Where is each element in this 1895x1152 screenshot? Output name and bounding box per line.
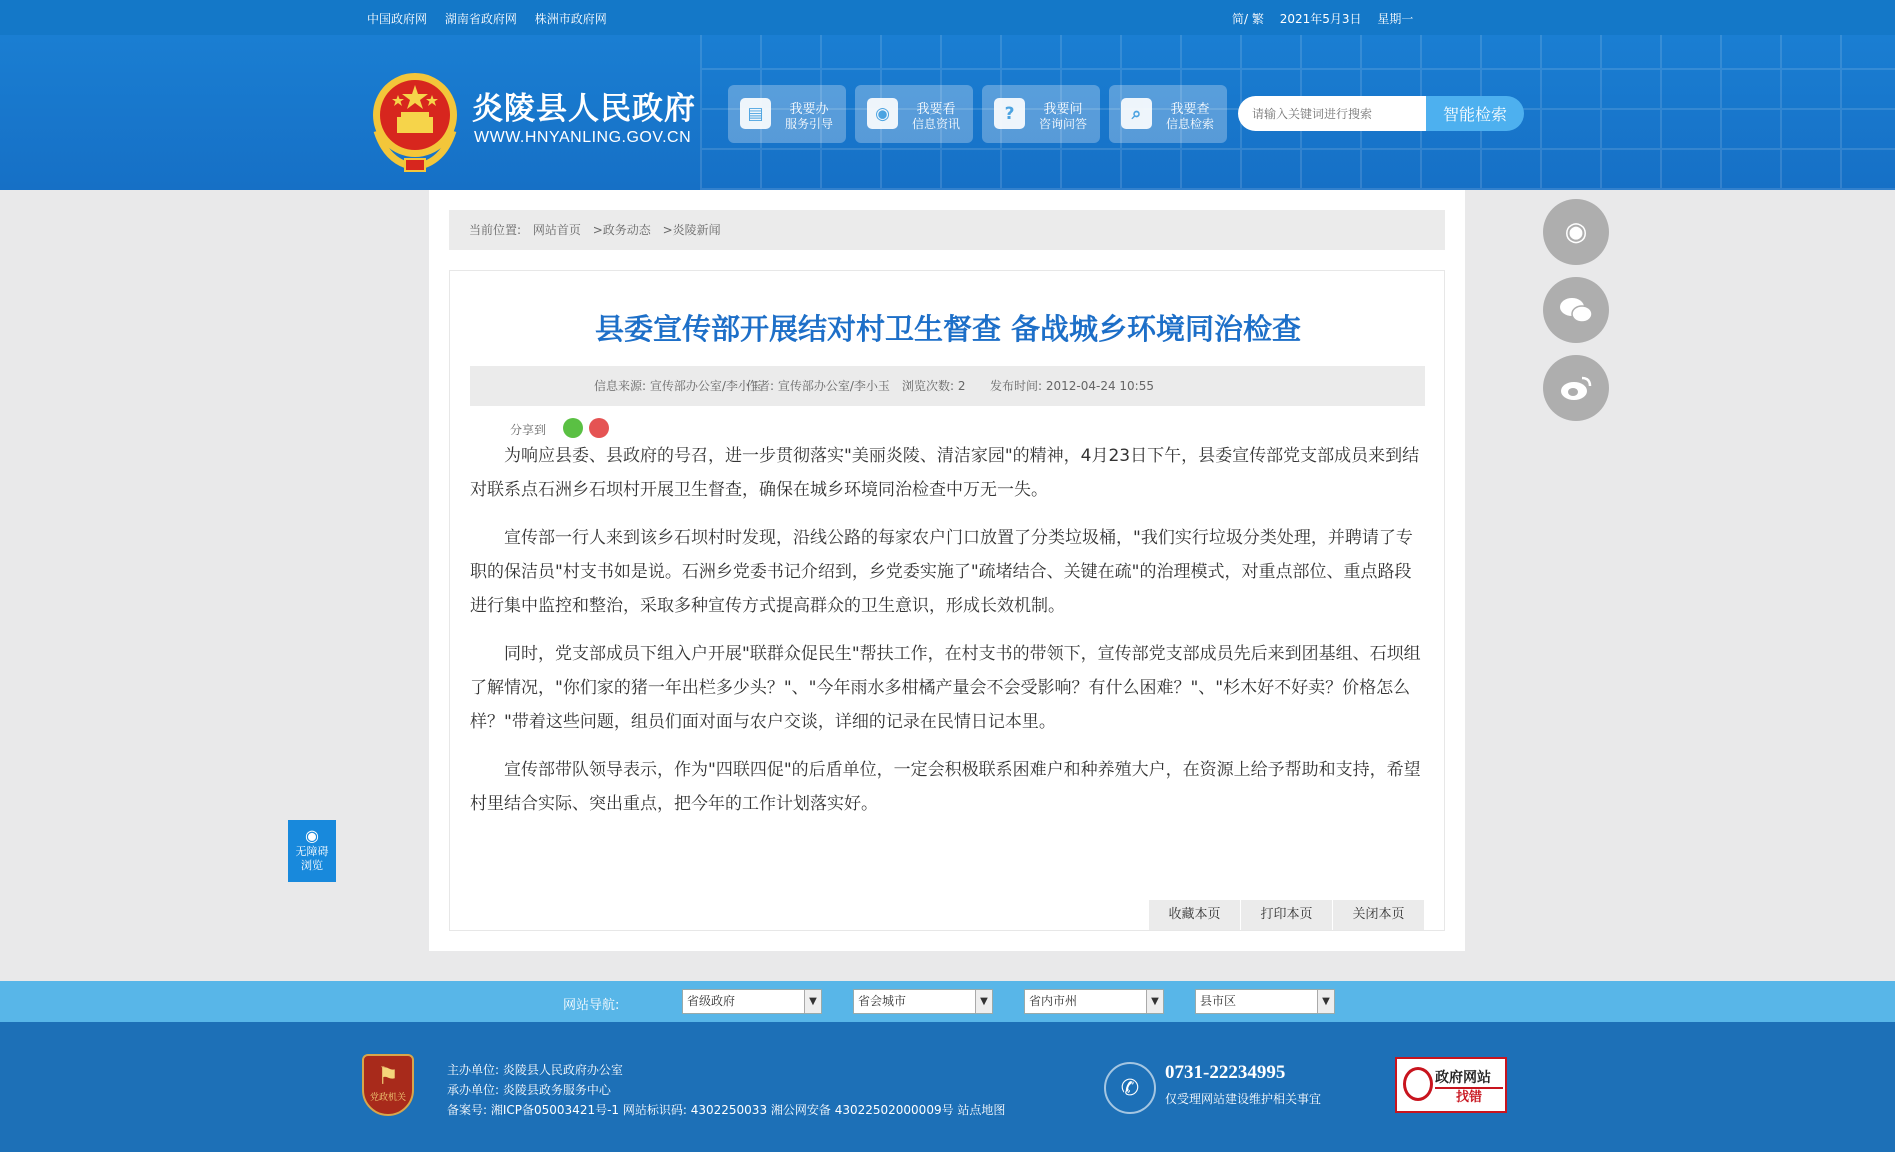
link-hunan-gov[interactable]: 湖南省政府网	[444, 12, 517, 26]
top-bar	[0, 0, 1895, 35]
eye-icon: ◉	[305, 826, 319, 845]
float-wechat-button[interactable]	[1543, 277, 1609, 343]
quick-link-info[interactable]	[855, 85, 973, 143]
quick-link-sublabel: 服务引导	[784, 117, 833, 131]
select-prefectures[interactable]	[1024, 989, 1164, 1014]
meta-author: 作者: 宣传部办公室/李小玉	[746, 379, 890, 393]
accessibility-button[interactable]	[288, 820, 336, 882]
content-card	[429, 190, 1465, 951]
select-counties[interactable]	[1195, 989, 1335, 1014]
select-value: 省会城市	[858, 994, 907, 1008]
quick-link-sublabel: 信息检索	[1165, 117, 1214, 131]
quick-link-service[interactable]	[728, 85, 846, 143]
report-error-sublabel: 找错	[1435, 1087, 1503, 1107]
quick-link-label: 我要查	[1170, 102, 1210, 117]
share-label: 分享到	[510, 423, 547, 437]
current-date: 2021年5月3日	[1279, 12, 1362, 26]
breadcrumb-local-news[interactable]: >炎陵新闻	[662, 223, 721, 237]
wechat-icon	[1559, 296, 1593, 324]
wechat-share-icon[interactable]	[563, 418, 583, 438]
site-title[interactable]: 炎陵县人民政府	[472, 91, 696, 127]
badge-text: 党政机关	[369, 1093, 406, 1103]
site-url: WWW.HNYANLING.GOV.CN	[474, 129, 692, 146]
current-weekday: 星期一	[1377, 12, 1414, 26]
quick-link-ask[interactable]	[982, 85, 1100, 143]
national-emblem-icon	[367, 71, 463, 175]
quick-link-label: 我要问	[1043, 102, 1083, 117]
breadcrumb-news[interactable]: >政务动态	[592, 223, 651, 237]
report-error-button[interactable]	[1395, 1057, 1507, 1113]
document-icon: ▤	[740, 98, 771, 129]
weibo-icon	[1560, 374, 1592, 402]
header	[0, 35, 1895, 190]
site-nav-label: 网站导航:	[563, 998, 620, 1013]
site-nav-bar	[0, 981, 1895, 1022]
footer-phone-note: 仅受理网站建设维护相关事宜	[1165, 1092, 1322, 1106]
breadcrumb-home[interactable]: 网站首页	[532, 223, 581, 237]
search-box	[1238, 96, 1524, 131]
weibo-share-icon[interactable]	[589, 418, 609, 438]
article-body	[470, 439, 1425, 835]
footer-host: 主办单位: 炎陵县人民政府办公室	[447, 1063, 623, 1077]
link-zhuzhou-gov[interactable]: 株洲市政府网	[534, 12, 607, 26]
quick-link-sublabel: 信息资讯	[911, 117, 960, 131]
breadcrumb-label: 当前位置:	[469, 223, 522, 237]
breadcrumb	[449, 210, 1445, 250]
badge-symbol: ⚑	[377, 1062, 399, 1090]
article-actions	[1148, 900, 1424, 930]
chevron-down-icon: ▼	[975, 990, 992, 1013]
bookmark-button[interactable]: 收藏本页	[1149, 900, 1240, 930]
article	[449, 270, 1445, 931]
select-value: 省级政府	[687, 994, 736, 1008]
accessibility-label-1: 无障碍	[295, 845, 329, 858]
float-view-button[interactable]	[1543, 199, 1609, 265]
article-paragraph: 同时，党支部成员下组入户开展"联群众促民生"帮扶工作，在村支书的带领下，宣传部党支部成员先后来到团基组、石坝组了解情况，"你们家的猪一年出栏多少头？"、"今年雨水多柑橘产量会不会受影响？有什么困难？"、"杉木好不好卖？价格怎么样？"带着这些问题，组员们面对面与农户交谈，详细的记录在民情日记本里。	[470, 644, 1421, 732]
footer-phone: 0731-22234995	[1165, 1062, 1286, 1083]
quick-link-sublabel: 咨询问答	[1038, 117, 1087, 131]
chevron-down-icon: ▼	[1317, 990, 1334, 1013]
article-paragraph: 宣传部一行人来到该乡石坝村时发现，沿线公路的每家农户门口放置了分类垃圾桶，"我们实行垃圾分类处理，并聘请了专职的保洁员"村支书如是说。石洲乡党委书记介绍到，乡党委实施了"疏堵结合、关键在疏"的治理模式，对重点部位、重点路段进行集中监控和整治，采取多种宣传方式提高群众的卫生意识，形成长效机制。	[470, 528, 1413, 616]
article-title: 县委宣传部开展结对村卫生督查 备战城乡环境同治检查	[594, 312, 1302, 346]
top-right	[1232, 10, 1425, 27]
magnifier-icon	[1403, 1067, 1433, 1101]
article-paragraph: 宣传部带队领导表示，作为"四联四促"的后盾单位，一定会积极联系困难户和种养殖大户，在资源上给予帮助和支持，希望村里结合实际、突出重点，把今年的工作计划落实好。	[470, 760, 1421, 814]
footer-icp: 备案号: 湘ICP备05003421号-1 网站标识码: 4302250033 湘公网安备 43022502000009号 站点地图	[447, 1103, 1006, 1117]
eye-icon: ◉	[1564, 217, 1588, 247]
phone-icon: ✆	[1104, 1062, 1156, 1114]
report-error-label: 政府网站	[1435, 1070, 1491, 1086]
meta-source: 信息来源: 宣传部办公室/李小玉	[594, 379, 762, 393]
search-input[interactable]	[1238, 96, 1428, 131]
quick-link-label: 我要办	[789, 102, 829, 117]
top-links	[367, 10, 621, 27]
link-central-gov[interactable]: 中国政府网	[367, 12, 428, 26]
select-value: 县市区	[1200, 994, 1237, 1008]
meta-date: 发布时间: 2012-04-24 10:55	[990, 379, 1154, 393]
select-value: 省内市州	[1029, 994, 1078, 1008]
chevron-down-icon: ▼	[804, 990, 821, 1013]
footer-operator: 承办单位: 炎陵县政务服务中心	[447, 1083, 611, 1097]
quick-link-label: 我要看	[916, 102, 956, 117]
chevron-down-icon: ▼	[1146, 990, 1163, 1013]
article-paragraph: 为响应县委、县政府的号召，进一步贯彻落实"美丽炎陵、清洁家园"的精神，4月23日下午，县委宣传部党支部成员来到结对联系点石洲乡石坝村开展卫生督查，确保在城乡环境同治检查中万无一失。	[470, 446, 1420, 500]
article-meta	[470, 366, 1425, 406]
print-button[interactable]: 打印本页	[1241, 900, 1332, 930]
party-gov-badge-icon[interactable]	[362, 1054, 414, 1116]
search-button[interactable]: 智能检索	[1426, 96, 1524, 131]
search-icon: ⌕	[1121, 98, 1152, 129]
footer	[0, 1022, 1895, 1152]
accessibility-label-2: 浏览	[301, 859, 323, 872]
question-icon: ?	[994, 98, 1025, 129]
lang-toggle[interactable]: 简/ 繁	[1232, 12, 1264, 26]
select-capital-cities[interactable]	[853, 989, 993, 1014]
close-page-button[interactable]: 关闭本页	[1333, 900, 1424, 930]
meta-views: 浏览次数: 2	[902, 379, 966, 393]
quick-link-search[interactable]	[1109, 85, 1227, 143]
select-provincial-gov[interactable]	[682, 989, 822, 1014]
footer-info	[447, 1060, 1005, 1120]
float-weibo-button[interactable]	[1543, 355, 1609, 421]
eye-icon: ◉	[867, 98, 898, 129]
